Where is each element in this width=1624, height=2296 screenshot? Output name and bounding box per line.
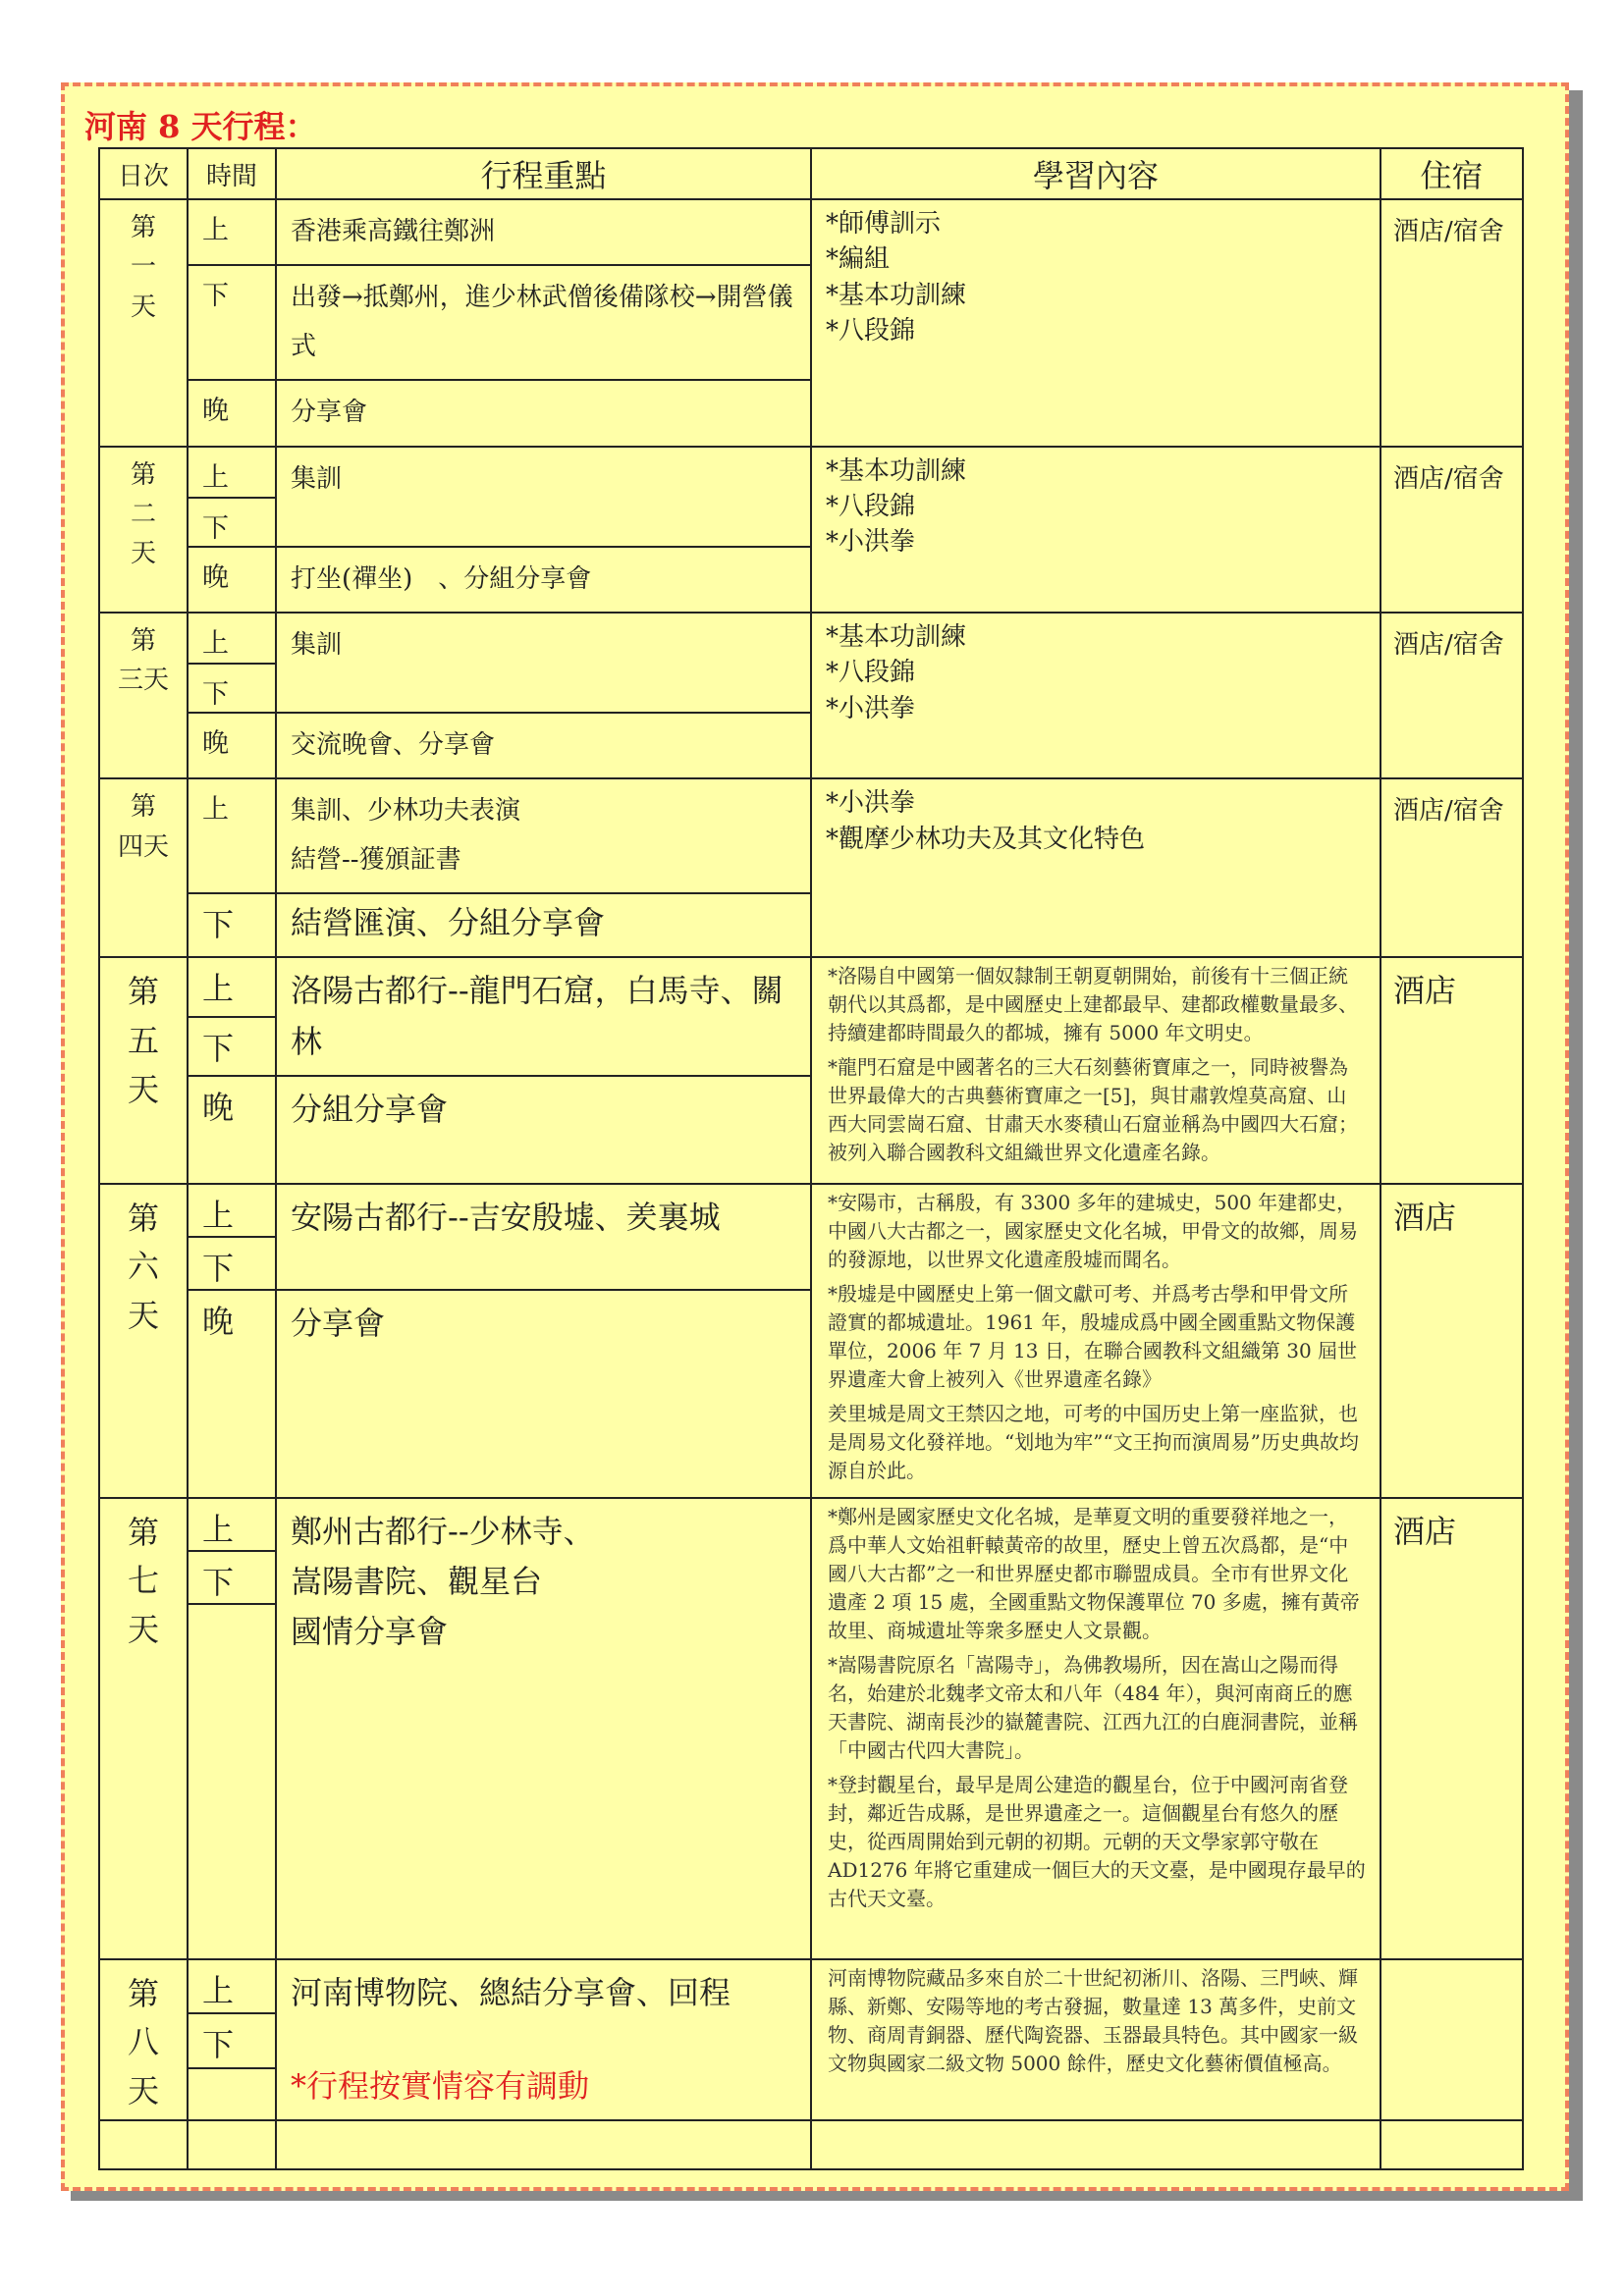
day2-slot-pm: 下 <box>188 498 276 547</box>
day5-act-eve: 分組分享會 <box>276 1076 811 1184</box>
day7-lodging: 酒店 <box>1380 1498 1523 1959</box>
day4-slot-pm: 下 <box>188 893 276 957</box>
day1-label: 第 一 天 <box>99 199 188 447</box>
day2-slot-am: 上 <box>188 447 276 498</box>
day7-row-am <box>99 1498 1523 1551</box>
day5-label: 第 五 天 <box>99 957 188 1183</box>
day7-slot-pm: 下 <box>188 1551 276 1604</box>
day6-slot-pm: 下 <box>188 1237 276 1290</box>
day7-learning-songyang: *嵩陽書院原名「嵩陽寺」，為佛教場所，因在嵩山之陽而得名，始建於北魏孝文帝太和八年（484 年），與河南商丘的應天書院、湖南長沙的嶽麓書院、江西九江的白鹿洞書院，並稱「中國古代四大書院」。 <box>828 1652 1358 1762</box>
empty-row <box>99 2120 1523 2169</box>
header-learning: 學習內容 <box>811 148 1380 199</box>
day7-label: 第 七 天 <box>99 1498 188 1959</box>
day2-slot-eve: 晚 <box>188 547 276 613</box>
day1-slot-am: 上 <box>188 199 276 265</box>
page-title: 河南 8 天行程： <box>84 108 317 145</box>
day6-learning-youli: 羑里城是周文王禁囚之地，可考的中国历史上第一座监狱，也是周易文化發祥地。“划地为牢”“文王拘而演周易”历史典故均源自於此。 <box>828 1401 1359 1482</box>
day5-row-am <box>99 957 1523 1016</box>
day8-learning-museum: 河南博物院藏品多來自於二十世紀初淅川、洛陽、三門峽、輝縣、新鄭、安陽等地的考古發掘，數量達 13 萬多件，史前文物、商周青銅器、歷代陶瓷器、玉器最具特色。其中國家一級文物與國家二級文物 5000 餘件，歷史文化藝術價值極高。 <box>828 1965 1358 2075</box>
day6-learning-anyang: *安陽市，古稱殷，有 3300 多年的建城史，500 年建都史，中國八大古都之一，國家歷史文化名城，甲骨文的故鄉，周易的發源地，以世界文化遺產殷墟而聞名。 <box>828 1190 1358 1271</box>
day1-slot-eve: 晚 <box>188 380 276 446</box>
day5-learning-longmen: *龍門石窟是中國著名的三大石刻藝術寶庫之一，同時被譽為世界最偉大的古典藝術寶庫之一[5]，與甘肅敦煌莫高窟、山西大同雲崗石窟、甘肅天水麥積山石窟並稱為中國四大石窟；被列入聯合國教科文組織世界文化遺產名錄。 <box>828 1055 1358 1165</box>
header-itinerary: 行程重點 <box>276 148 811 199</box>
day8-slot-pm: 下 <box>188 2013 276 2067</box>
day4-act-am-line2: 結營--獲頒証書 <box>291 844 461 875</box>
day7-act-line1: 鄭州古都行--少林寺、 <box>291 1512 595 1550</box>
day5-slot-eve: 晚 <box>188 1076 276 1184</box>
day2-row-am <box>99 447 1523 498</box>
day8-slot-empty <box>188 2068 276 2120</box>
day3-slot-eve: 晚 <box>188 713 276 778</box>
day2-act-ampm: 集訓 <box>276 447 811 547</box>
day7-slot-empty <box>188 1604 276 1959</box>
day8-lodging <box>1380 1959 1523 2120</box>
empty-cell-lodging <box>1380 2120 1523 2169</box>
day6-row-am <box>99 1184 1523 1237</box>
day1-lodging: 酒店/宿舍 <box>1380 199 1523 447</box>
day7-act-line3: 國情分享會 <box>291 1613 449 1651</box>
day6-slot-eve: 晚 <box>188 1290 276 1498</box>
empty-cell-itinerary <box>276 2120 811 2169</box>
day6-act-eve: 分享會 <box>276 1290 811 1498</box>
day3-row-am <box>99 613 1523 664</box>
day1-act-eve: 分享會 <box>276 380 811 446</box>
empty-cell-learning <box>811 2120 1380 2169</box>
day1-act-am: 香港乘高鐵往鄭洲 <box>276 199 811 265</box>
day6-learning-yinxu: *殷墟是中國歷史上第一個文獻可考、并爲考古學和甲骨文所證實的都城遺址。1961 年，殷墟成爲中國全國重點文物保護單位，2006 年 7 月 13 日，在聯合國教科文組織第 30 屆世界遺產大會上被列入《世界遺產名錄》 <box>828 1281 1358 1391</box>
day1-learning: *師傅訓示 *編組 *基本功訓練 *八段錦 <box>811 199 1380 447</box>
day8-slot-am: 上 <box>188 1959 276 2013</box>
day4-slot-am: 上 <box>188 778 276 893</box>
day5-lodging: 酒店 <box>1380 957 1523 1183</box>
day3-learning: *基本功訓練 *八段錦 *小洪拳 <box>811 613 1380 778</box>
itinerary-table <box>98 147 1524 2170</box>
day3-act-eve: 交流晚會、分享會 <box>276 713 811 778</box>
empty-cell-time <box>188 2120 276 2169</box>
day8-act-line1: 河南博物院、總結分享會、回程 <box>291 1973 731 2011</box>
header-time: 時間 <box>188 148 276 199</box>
day4-act-pm: 結營匯演、分組分享會 <box>276 893 811 957</box>
day7-learning-observatory: *登封觀星台，最早是周公建造的觀星台，位于中國河南省登封，鄰近告成縣，是世界遺產之一。這個觀星台有悠久的歷史，從西周開始到元朝的初期。元朝的天文學家郭守敬在 AD1276 年將它重建成一個巨大的天文臺，是中國現存最早的古代天文臺。 <box>828 1772 1366 1910</box>
day5-act-ampm: 洛陽古都行--龍門石窟，白馬寺、關林 <box>276 957 811 1075</box>
day1-act-pm: 出發→抵鄭州，進少林武僧後備隊校→開營儀式 <box>276 265 811 380</box>
day8-label: 第 八 天 <box>99 1959 188 2120</box>
day6-label: 第 六 天 <box>99 1184 188 1498</box>
day5-learning <box>811 957 1380 1183</box>
header-day: 日次 <box>99 148 188 199</box>
adjustment-note: *行程按實情容有調動 <box>291 2066 590 2105</box>
day2-act-eve: 打坐(禪坐) 、分組分享會 <box>276 547 811 613</box>
day2-learning: *基本功訓練 *八段錦 *小洪拳 <box>811 447 1380 613</box>
day4-lodging: 酒店/宿舍 <box>1380 778 1523 957</box>
day8-row-am <box>99 1959 1523 2013</box>
day1-row-am <box>99 199 1523 265</box>
day2-label: 第 二 天 <box>99 447 188 613</box>
day4-act-am <box>276 778 811 893</box>
day6-learning <box>811 1184 1380 1498</box>
day5-slot-pm: 下 <box>188 1017 276 1076</box>
day7-slot-am: 上 <box>188 1498 276 1551</box>
day3-slot-pm: 下 <box>188 664 276 713</box>
empty-cell-day <box>99 2120 188 2169</box>
day4-learning: *小洪拳 *觀摩少林功夫及其文化特色 <box>811 778 1380 957</box>
day6-lodging: 酒店 <box>1380 1184 1523 1498</box>
day5-slot-am: 上 <box>188 957 276 1016</box>
header-lodging: 住宿 <box>1380 148 1523 199</box>
day8-acts <box>276 1959 811 2120</box>
day7-act-line2: 嵩陽書院、觀星台 <box>291 1562 543 1600</box>
day4-row-am <box>99 778 1523 893</box>
day6-slot-am: 上 <box>188 1184 276 1237</box>
day4-act-am-line1: 集訓、少林功夫表演 <box>291 796 521 827</box>
header-row <box>99 148 1523 199</box>
day3-act-ampm: 集訓 <box>276 613 811 713</box>
day5-learning-luoyang: *洛陽自中國第一個奴隸制王朝夏朝開始，前後有十三個正統朝代以其爲都，是中國歷史上建都最早、建都政權數量最多、持續建都時間最久的都城，擁有 5000 年文明史。 <box>828 964 1358 1045</box>
day8-learning <box>811 1959 1380 2120</box>
day3-lodging: 酒店/宿舍 <box>1380 613 1523 778</box>
day3-slot-am: 上 <box>188 613 276 664</box>
day1-slot-pm: 下 <box>188 265 276 380</box>
day3-label: 第 三天 <box>99 613 188 778</box>
day7-learning-zhengzhou: *鄭州是國家歷史文化名城，是華夏文明的重要發祥地之一，爲中華人文始祖軒轅黃帝的故里，歷史上曾五次爲都，是“中國八大古都”之一和世界歷史都市聯盟成員。全市有世界文化遺產 2 項 15 處，全國重點文物保護單位 70 多處，擁有黃帝故里、商城遺址等衆多歷史人文景觀。 <box>828 1504 1360 1642</box>
day7-learning <box>811 1498 1380 1959</box>
day2-lodging: 酒店/宿舍 <box>1380 447 1523 613</box>
day6-act-ampm: 安陽古都行--吉安殷墟、羑裏城 <box>276 1184 811 1290</box>
day7-acts <box>276 1498 811 1959</box>
day4-label: 第 四天 <box>99 778 188 957</box>
